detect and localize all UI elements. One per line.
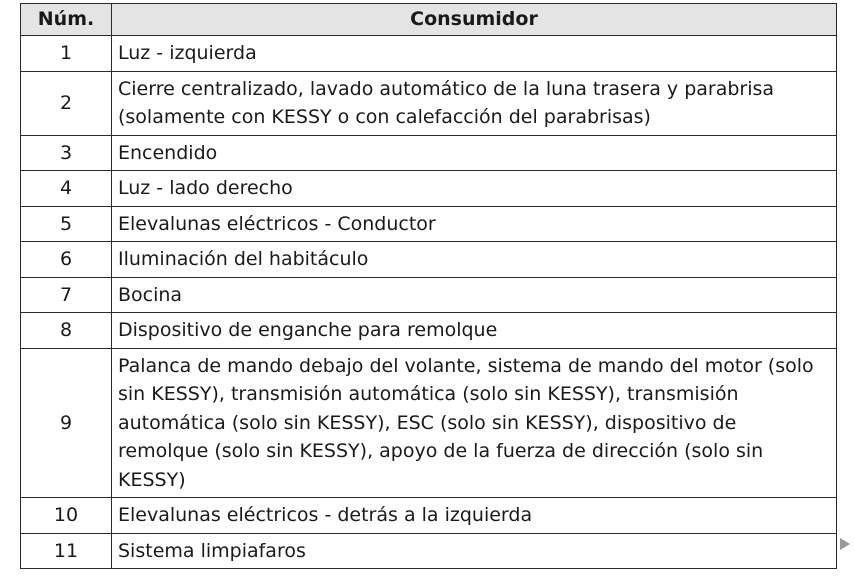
header-consumer: Consumidor bbox=[112, 4, 837, 36]
fuse-number: 9 bbox=[21, 348, 112, 498]
fuse-number: 4 bbox=[21, 171, 112, 207]
fuse-number: 8 bbox=[21, 313, 112, 349]
table-row bbox=[21, 171, 837, 207]
consumer-description: Cierre centralizado, lavado automático de la luna trasera y parabrisa (solamente con KESSY o con calefacción del parabrisas) bbox=[112, 71, 837, 135]
table-row bbox=[21, 242, 837, 278]
consumer-description: Iluminación del habitáculo bbox=[112, 242, 837, 278]
table-header-row bbox=[21, 4, 837, 36]
fuse-number: 3 bbox=[21, 135, 112, 171]
fuse-number: 11 bbox=[21, 533, 112, 569]
consumer-description: Palanca de mando debajo del volante, sistema de mando del motor (solo sin KESSY), transmisión automática (solo sin KESSY), transmisión automática (solo sin KESSY), ESC (solo sin KESSY), dispositivo de remolque (solo sin KESSY), apoyo de la fuerza de dirección (solo sin KESSY) bbox=[112, 348, 837, 498]
fuse-number: 1 bbox=[21, 36, 112, 72]
table-row bbox=[21, 313, 837, 349]
fuse-number: 5 bbox=[21, 206, 112, 242]
fuse-number: 2 bbox=[21, 71, 112, 135]
fuse-consumer-table bbox=[20, 3, 837, 569]
table-row bbox=[21, 71, 837, 135]
header-num: Núm. bbox=[21, 4, 112, 36]
next-page-arrow-icon[interactable] bbox=[840, 538, 850, 550]
fuse-number: 7 bbox=[21, 277, 112, 313]
consumer-description: Elevalunas eléctricos - detrás a la izquierda bbox=[112, 498, 837, 534]
table-row bbox=[21, 36, 837, 72]
consumer-description: Luz - lado derecho bbox=[112, 171, 837, 207]
table-row bbox=[21, 277, 837, 313]
fuse-number: 6 bbox=[21, 242, 112, 278]
consumer-description: Bocina bbox=[112, 277, 837, 313]
consumer-description: Sistema limpiafaros bbox=[112, 533, 837, 569]
table-row bbox=[21, 206, 837, 242]
consumer-description: Elevalunas eléctricos - Conductor bbox=[112, 206, 837, 242]
fuse-number: 10 bbox=[21, 498, 112, 534]
consumer-description: Dispositivo de enganche para remolque bbox=[112, 313, 837, 349]
consumer-description: Encendido bbox=[112, 135, 837, 171]
table-row bbox=[21, 498, 837, 534]
table-row bbox=[21, 348, 837, 498]
consumer-description: Luz - izquierda bbox=[112, 36, 837, 72]
table-row bbox=[21, 533, 837, 569]
table-row bbox=[21, 135, 837, 171]
